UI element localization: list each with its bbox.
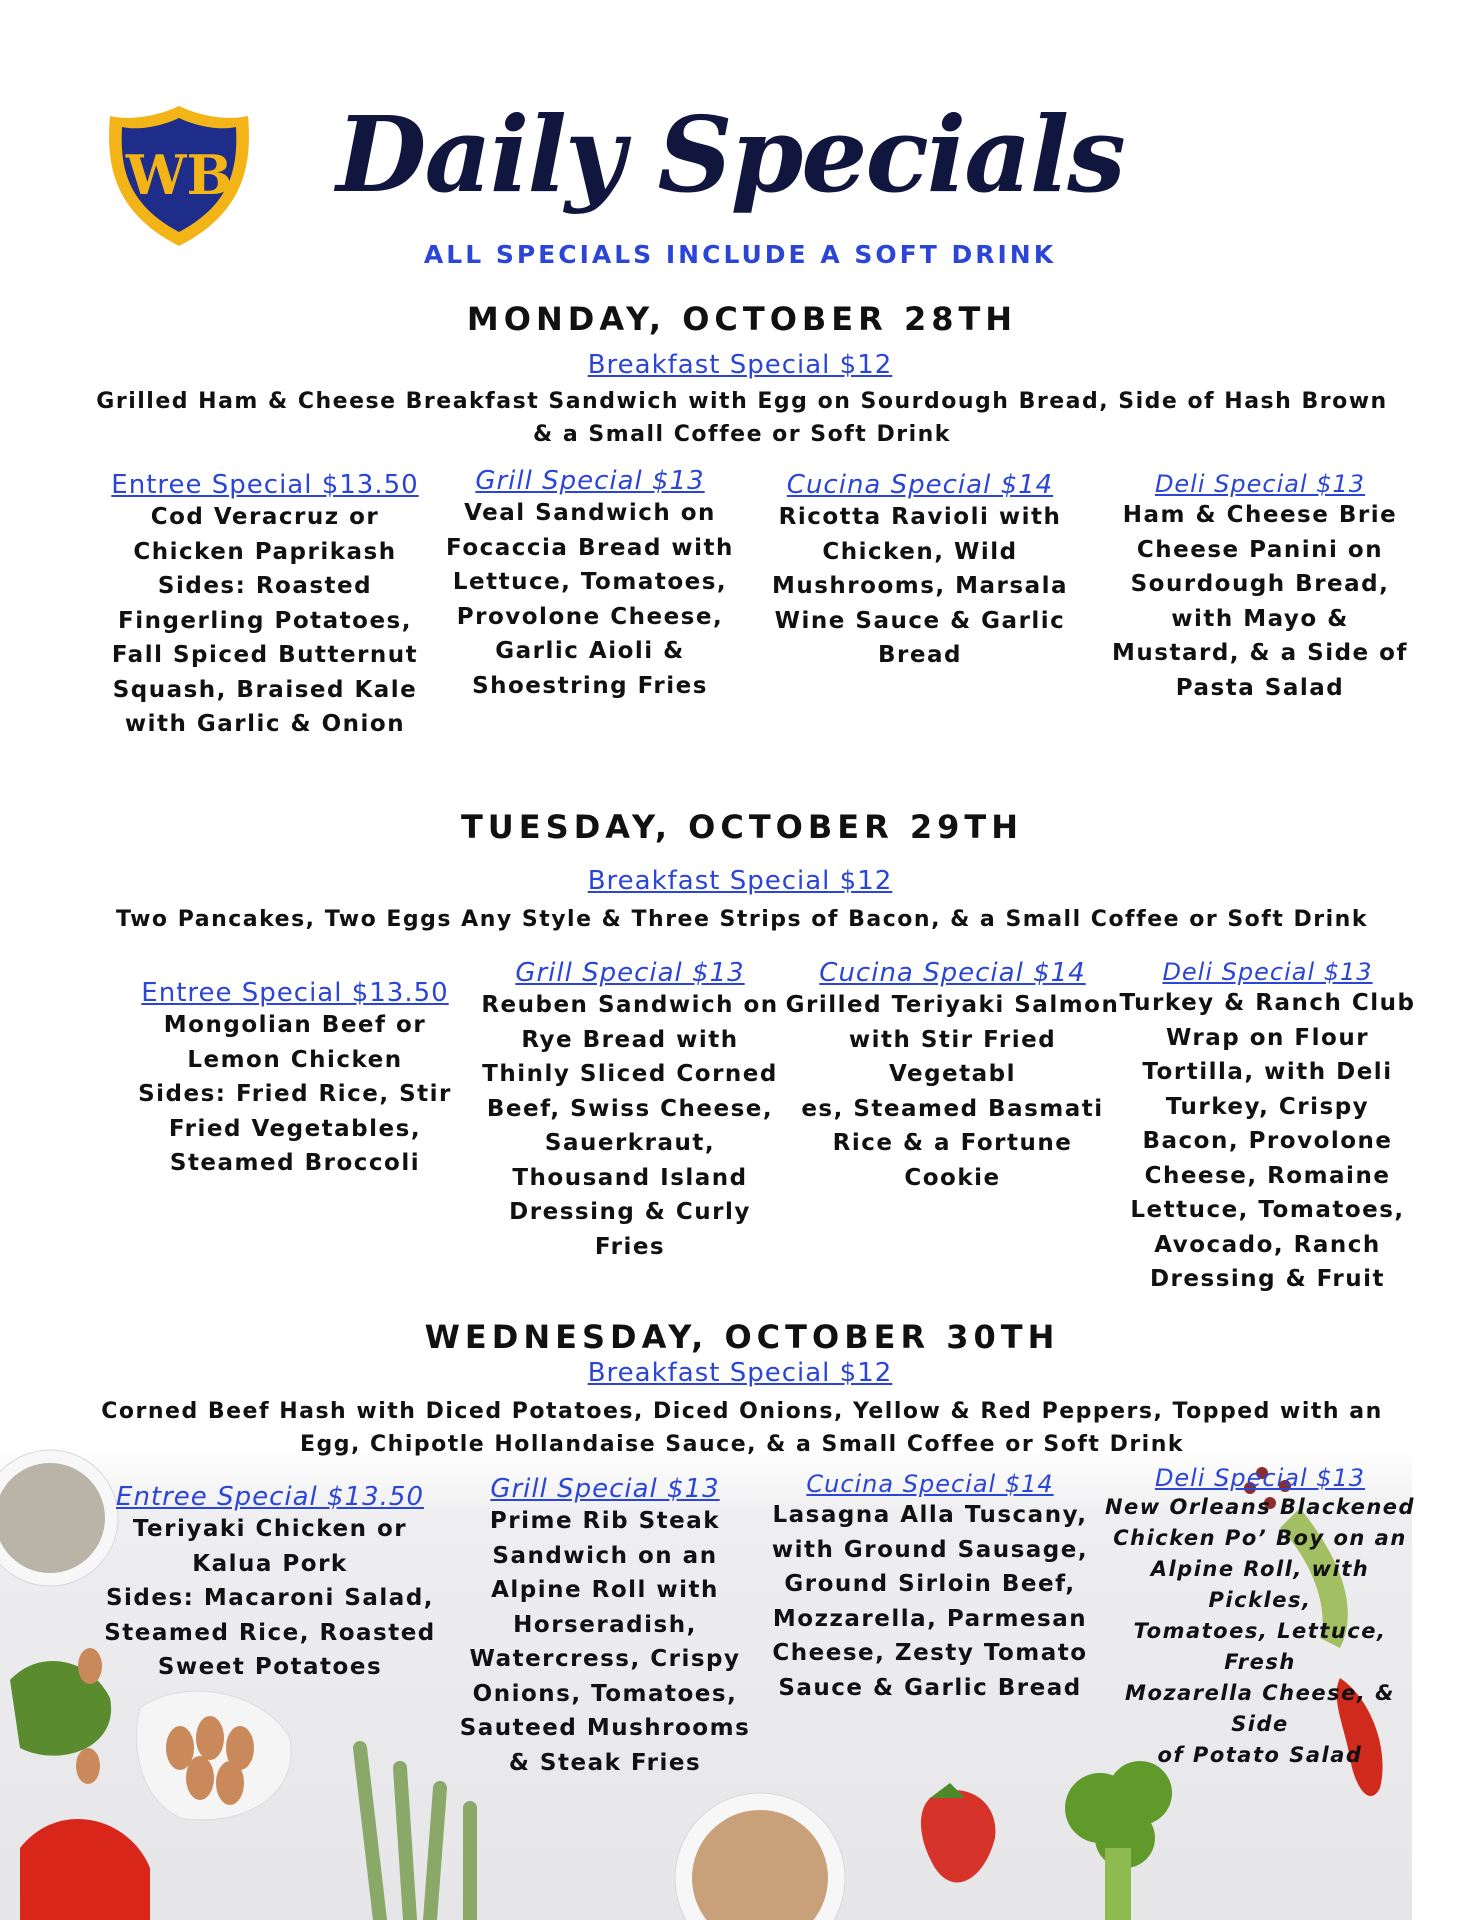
breakfast-special-text: Two Pancakes, Two Eggs Any Style & Three Strips of Bacon, & a Small Coffee or Soft Drink [116, 907, 1368, 932]
entree-special-text: Teriyaki Chicken or Kalua Pork Sides: Macaroni Salad, Steamed Rice, Roasted Sweet Potatoes [104, 1516, 436, 1680]
grill-special-wednesday [455, 1474, 755, 1780]
cucina-special-heading: Cucina Special $14 [786, 470, 1054, 500]
deli-special-text: Turkey & Ranch Club Wrap on Flour Tortilla, with Deli Turkey, Crispy Bacon, Provolone Cheese, Romaine Lettuce, Tomatoes, Avocado, Ranch Dressing & Fruit [1119, 990, 1416, 1292]
grill-special-tuesday [480, 958, 780, 1264]
deli-special-tuesday [1115, 958, 1420, 1297]
grill-special-heading: Grill Special $13 [475, 466, 705, 496]
grill-special-text: Prime Rib Steak Sandwich on an Alpine Roll with Horseradish, Watercress, Crispy Onions, Tomatoes, Sauteed Mushrooms & Steak Fries [459, 1508, 751, 1776]
breakfast-special-text: Grilled Ham & Cheese Breakfast Sandwich with Egg on Sourdough Bread, Side of Hash Brown & a Small Coffee or Soft Drink [96, 389, 1388, 447]
breakfast-special-heading: Breakfast Special $12 [587, 866, 893, 896]
cucina-special-text: Grilled Teriyaki Salmon with Stir Fried Vegetabl es, Steamed Basmati Rice & a Fortune Cookie [785, 992, 1120, 1191]
entree-special-heading: Entree Special $13.50 [141, 978, 449, 1008]
day-heading-tuesday: TUESDAY, OCTOBER 29TH [460, 808, 1024, 846]
cucina-special-tuesday [785, 958, 1120, 1195]
grill-special-heading: Grill Special $13 [490, 1474, 720, 1504]
deli-special-wednesday [1100, 1464, 1420, 1771]
day-heading-wednesday: WEDNESDAY, OCTOBER 30TH [424, 1318, 1060, 1356]
entree-special-text: Mongolian Beef or Lemon Chicken Sides: Fried Rice, Stir Fried Vegetables, Steamed Broccoli [138, 1012, 452, 1176]
entree-special-heading: Entree Special $13.50 [116, 1482, 424, 1512]
breakfast-special-heading: Breakfast Special $12 [587, 1358, 893, 1388]
grill-special-monday [445, 466, 735, 703]
day-heading-monday: MONDAY, OCTOBER 28TH [466, 300, 1018, 338]
svg-text:WB: WB [125, 143, 233, 207]
entree-special-text: Cod Veracruz or Chicken Paprikash Sides: Roasted Fingerling Potatoes, Fall Spiced Butternut Squash, Braised Kale with Garlic & Onion [111, 504, 419, 737]
entree-special-wednesday [100, 1482, 440, 1685]
cucina-special-text: Lasagna Alla Tuscany, with Ground Sausage, Ground Sirloin Beef, Mozzarella, Parmesan Cheese, Zesty Tomato Sauce & Garlic Bread [771, 1502, 1089, 1701]
entree-special-monday [95, 470, 435, 742]
grill-special-text: Reuben Sandwich on Rye Bread with Thinly Sliced Corned Beef, Swiss Cheese, Sauerkraut, Thousand Island Dressing & Curly Fries [481, 992, 779, 1260]
wb-logo [104, 102, 254, 250]
deli-special-text: New Orleans Blackened Chicken Po’ Boy on an Alpine Roll, with Pickles, Tomatoes, Lettuce, Fresh Mozarella Cheese, & Side of Potato Salad [1104, 1495, 1416, 1767]
entree-special-heading: Entree Special $13.50 [111, 470, 419, 500]
cucina-special-monday [770, 470, 1070, 673]
grill-special-heading: Grill Special $13 [515, 958, 745, 988]
deli-special-monday [1100, 470, 1420, 705]
deli-special-heading: Deli Special $13 [1154, 1464, 1366, 1492]
page-subtitle: ALL SPECIALS INCLUDE A SOFT DRINK [423, 240, 1057, 269]
grill-special-text: Veal Sandwich on Focaccia Bread with Lettuce, Tomatoes, Provolone Cheese, Garlic Aioli & Shoestring Fries [446, 500, 734, 699]
cucina-special-text: Ricotta Ravioli with Chicken, Wild Mushrooms, Marsala Wine Sauce & Garlic Bread [771, 504, 1069, 668]
breakfast-special-text: Corned Beef Hash with Diced Potatoes, Diced Onions, Yellow & Red Peppers, Topped with an Egg, Chipotle Hollandaise Sauce, & a Small Coffee or Soft Drink [101, 1399, 1383, 1457]
breakfast-special-heading: Breakfast Special $12 [587, 350, 893, 380]
entree-special-tuesday [125, 978, 465, 1181]
cucina-special-heading: Cucina Special $14 [819, 958, 1086, 988]
deli-special-text: Ham & Cheese Brie Cheese Panini on Sourdough Bread, with Mayo & Mustard, & a Side of Pasta Salad [1112, 502, 1408, 701]
deli-special-heading: Deli Special $13 [1162, 958, 1373, 986]
deli-special-heading: Deli Special $13 [1154, 470, 1366, 498]
cucina-special-heading: Cucina Special $14 [806, 1470, 1054, 1498]
page-title: Daily Specials [336, 93, 1124, 216]
cucina-special-wednesday [770, 1470, 1090, 1705]
